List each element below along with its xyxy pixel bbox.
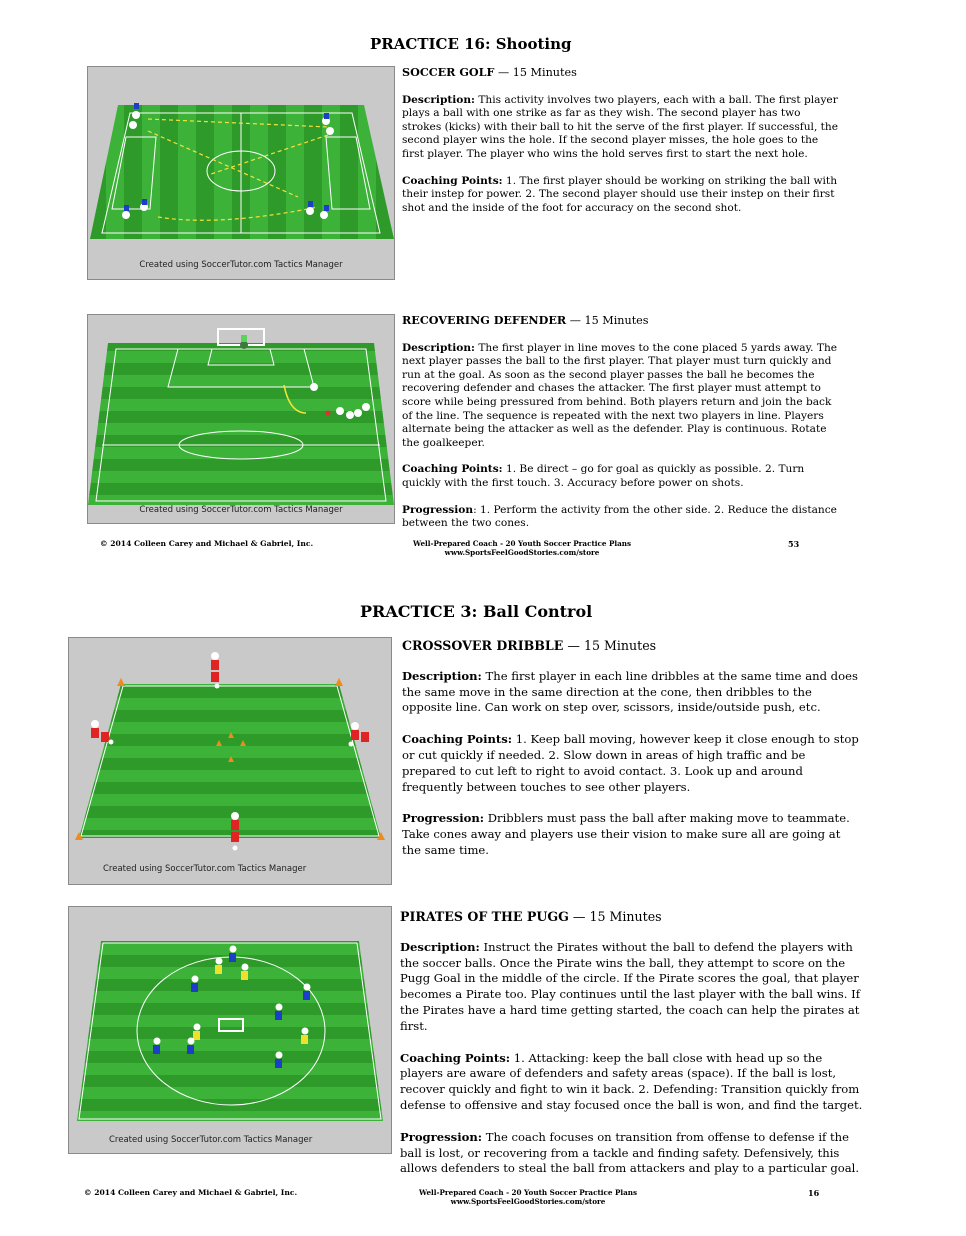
footer-book-title: Well-Prepared Coach - 20 Youth Soccer Practice Plans www.SportsFeelGoodStories.com/store bbox=[418, 1188, 638, 1206]
diagram-soccer-golf bbox=[87, 66, 395, 280]
progression: Progression: 1. Perform the activity from the other side. 2. Reduce the distance between the two cones. bbox=[402, 503, 837, 530]
diagram-credit: Created using SoccerTutor.com Tactics Manager bbox=[103, 864, 307, 874]
progression: Progression: Dribblers must pass the ball after making move to teammate. Take cones away and players use their vision to make sure all are going at the same time. bbox=[402, 811, 850, 857]
footer-page-number: 53 bbox=[788, 539, 800, 549]
coaching-points: Coaching Points: 1. The first player should be working on striking the ball with their instep for power. 2. The second player should use their instep on their first shot and the inside of the foot for accuracy on the second shot. bbox=[402, 174, 838, 214]
description: Description: Instruct the Pirates without the ball to defend the players with the soccer balls. Once the Pirate wins the ball, they attempt to score on the Pugg Goal in the middle of the circle. If the Pirate scores the goal, that player becomes a Pirate too. Play continues until the last player with the ball wins. If the Pirates have a hard time getting started, the coach can help the pirates at first. bbox=[400, 939, 860, 1033]
description: Description: This activity involves two players, each with a ball. The first player plays a ball with one strike as far as they wish. The second player has two strokes (kicks) with their ball to hit the serve of the first player. If successful, the second player wins the hole. If the second player misses, the hole goes to the first player. The player who wins the hold serves first to start the next hole. bbox=[402, 93, 839, 160]
footer-copyright: © 2014 Colleen Carey and Michael & Gabriel, Inc. bbox=[100, 539, 314, 548]
activity-title: SOCCER GOLF — 15 Minutes bbox=[402, 65, 577, 79]
diagram-crossover-dribble bbox=[68, 637, 392, 885]
activity-recovering-defender bbox=[402, 314, 842, 544]
coaching-points: Coaching Points: 1. Keep ball moving, however keep it close enough to stop or cut quickly if needed. 2. Slow down in areas of high traffic and be prepared to cut left to right to avoid contact. 3. Look up and around frequently between touches to see other players. bbox=[402, 732, 859, 794]
diagram-recovering-defender bbox=[87, 314, 395, 524]
activity-title: RECOVERING DEFENDER — 15 Minutes bbox=[402, 313, 649, 327]
activity-title: PIRATES OF THE PUGG — 15 Minutes bbox=[400, 909, 662, 924]
diagram-pirates-of-the-pugg bbox=[68, 906, 392, 1154]
diagram-credit: Created using SoccerTutor.com Tactics Manager bbox=[139, 260, 343, 270]
activity-crossover-dribble bbox=[402, 638, 862, 875]
diagram-credit: Created using SoccerTutor.com Tactics Manager bbox=[109, 1135, 313, 1145]
footer-page-number: 16 bbox=[808, 1188, 820, 1198]
activity-soccer-golf bbox=[402, 66, 842, 228]
progression: Progression: The coach focuses on transition from offense to defense if the ball is lost, or recovering from a tackle and finding safety. Defensively, this allows defenders to steal the ball from attackers and play to a particular goal. bbox=[400, 1129, 860, 1176]
diagram-credit: Created using SoccerTutor.com Tactics Manager bbox=[139, 505, 343, 515]
activity-pirates-of-the-pugg bbox=[400, 909, 864, 1193]
page-title: PRACTICE 16: Shooting bbox=[370, 35, 572, 53]
description: Description: The first player in each line dribbles at the same time and does the same move in the same direction at the cone, then dribbles to the opposite line. Can work on step over, scissors, inside/outside push, etc. bbox=[402, 668, 858, 715]
description: Description: The first player in line moves to the cone placed 5 yards away. The next player passes the ball to the first player. That player must turn quickly and run at the goal. As soon as the second player passes the ball he becomes the recovering defender and chases the attacker. The first player must attempt to score while being pressured from behind. Both players return and join the back of the line. The sequence is repeated with the next two players in line. Players alternate being the attacker as well as the defender. Play is continuous. Rotate the goalkeeper. bbox=[402, 341, 838, 449]
coaching-points: Coaching Points: 1. Attacking: keep the ball close with head up so the players are aware of defenders and safety areas (space). If the ball is lost, recover quickly and fight to win it back. 2. Defending: Transition quickly from defense to offensive and stay focused once the ball is won, and find the target. bbox=[400, 1050, 863, 1112]
activity-title: CROSSOVER DRIBBLE — 15 Minutes bbox=[402, 638, 657, 653]
footer-copyright: © 2014 Colleen Carey and Michael & Gabriel, Inc. bbox=[84, 1188, 298, 1197]
pitch bbox=[88, 343, 394, 505]
footer-book-title: Well-Prepared Coach - 20 Youth Soccer Practice Plans www.SportsFeelGoodStories.com/store bbox=[412, 539, 632, 557]
page-title: PRACTICE 3: Ball Control bbox=[360, 602, 593, 621]
coaching-points: Coaching Points: 1. Be direct – go for goal as quickly as possible. 2. Turn quickly with the first touch. 3. Accuracy before power on shots. bbox=[402, 463, 805, 489]
